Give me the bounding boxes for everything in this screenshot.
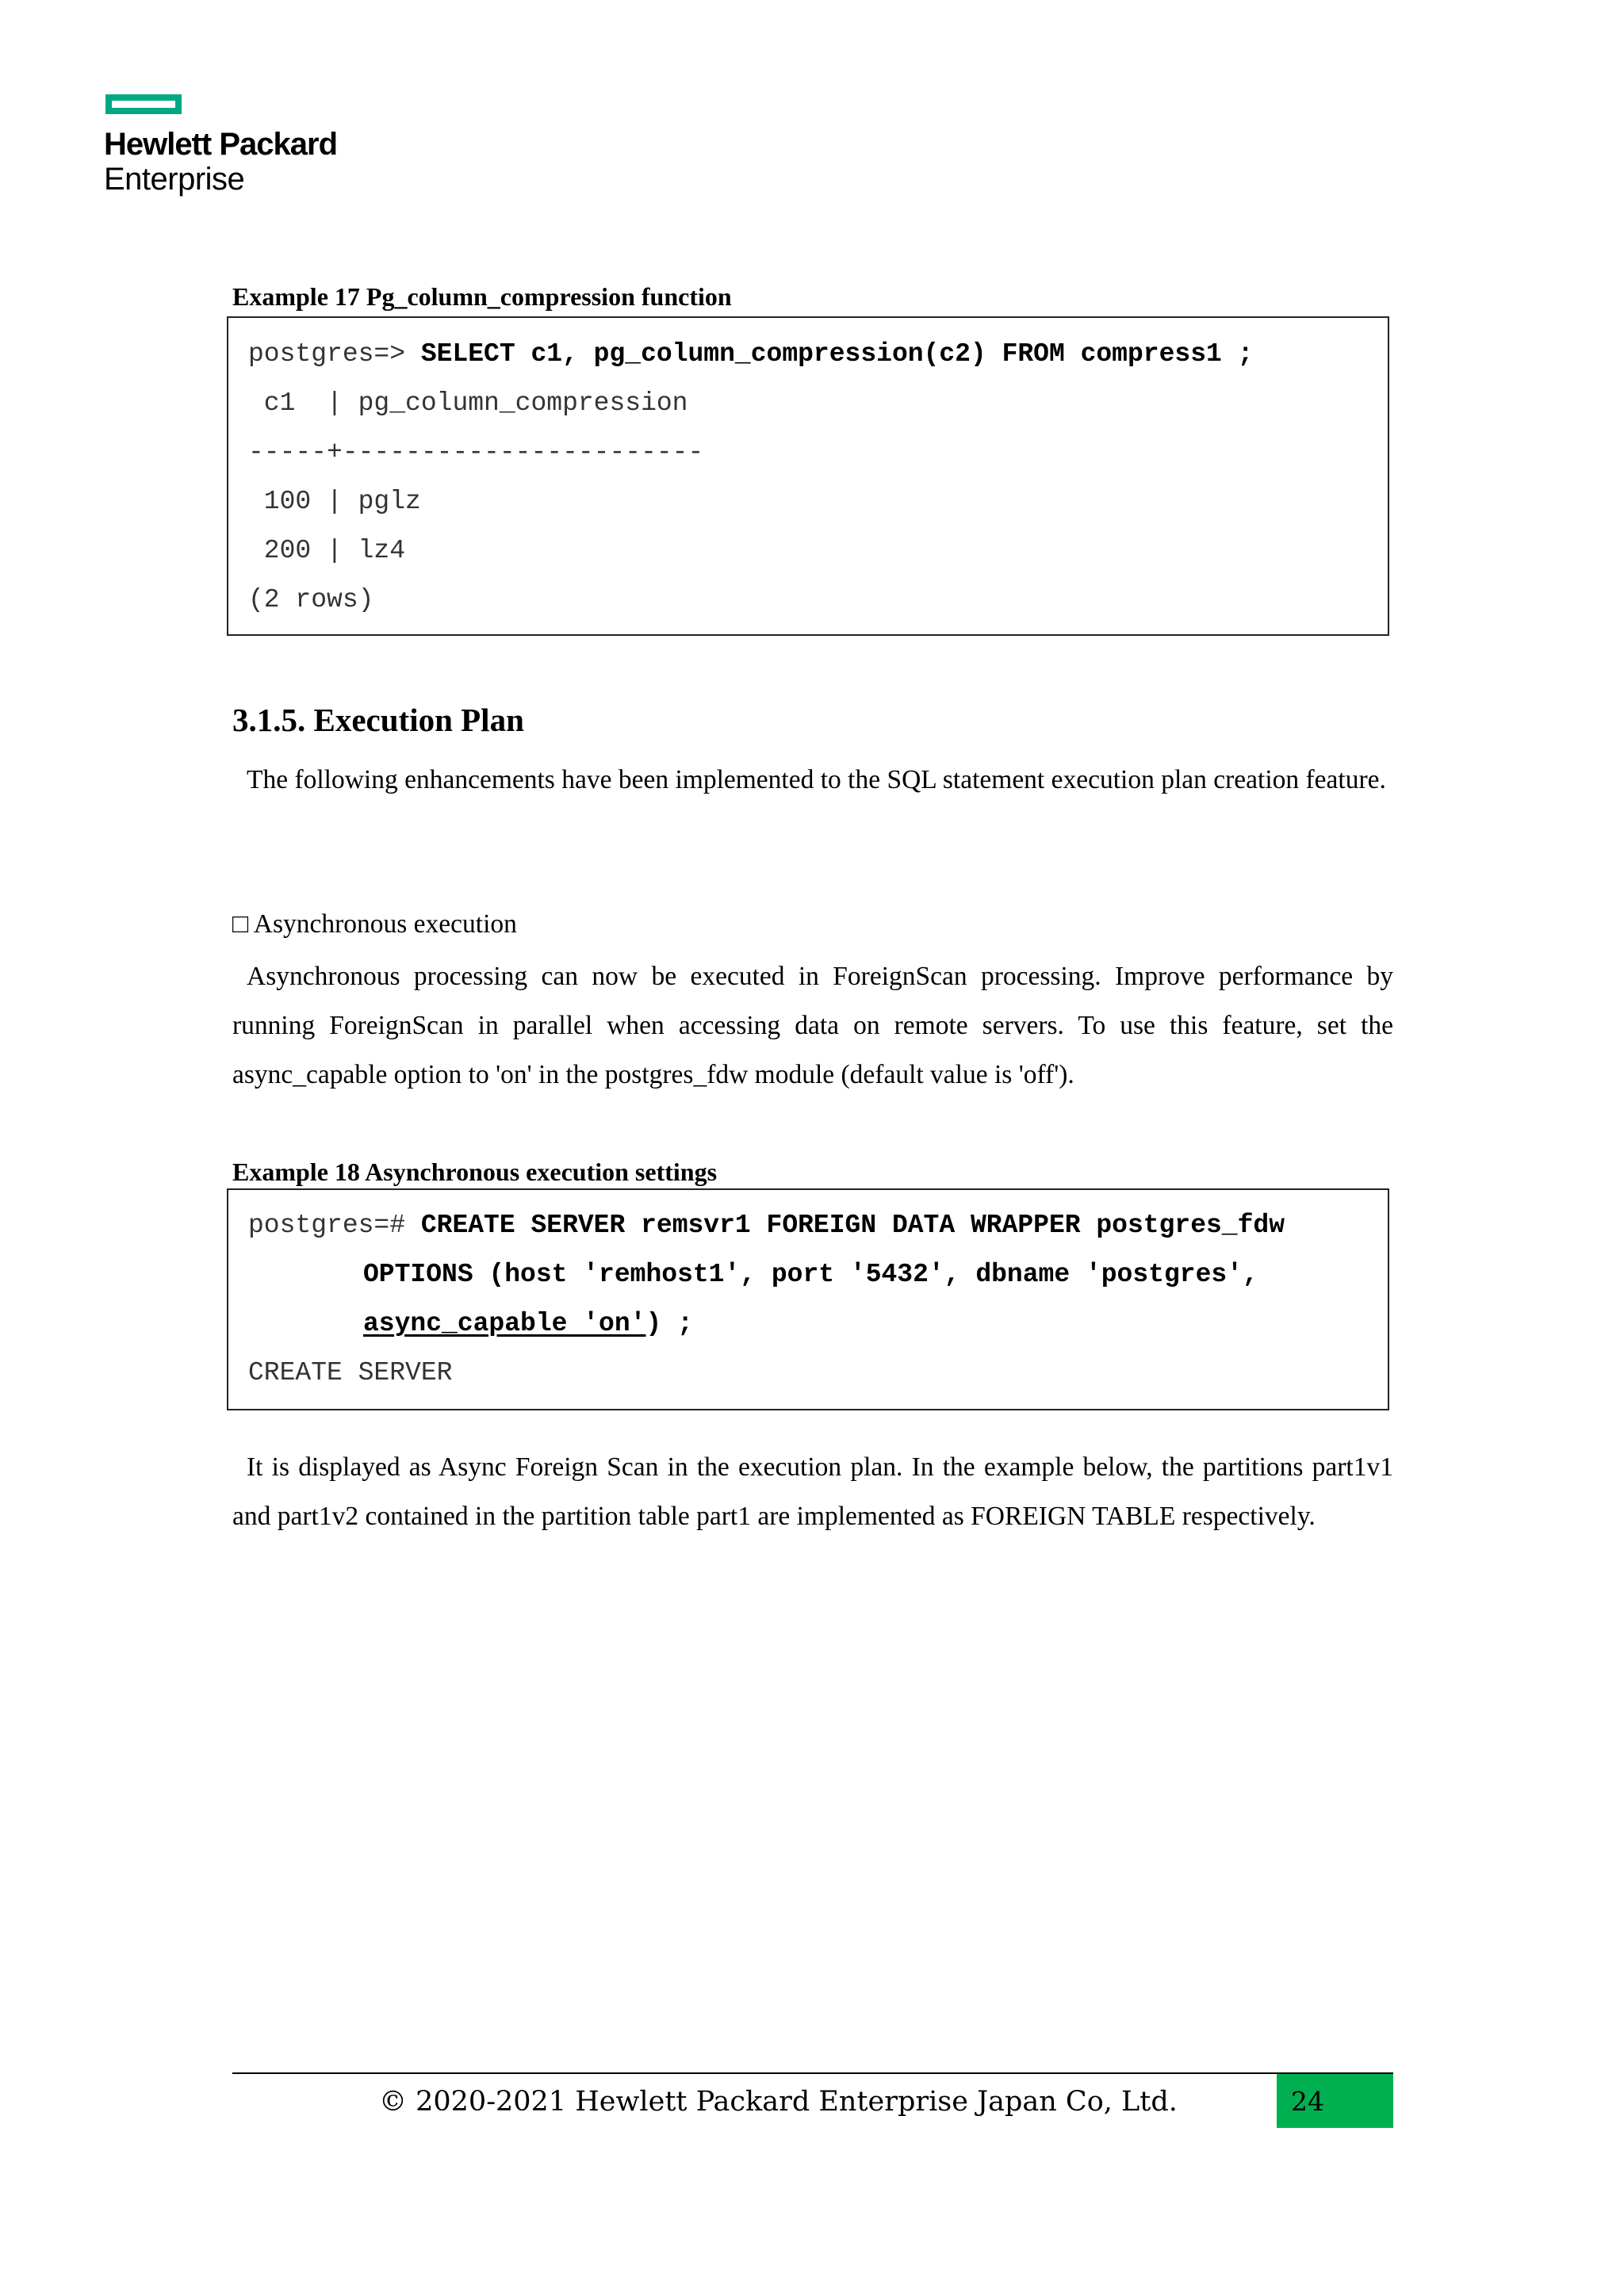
code-line-options <box>363 1261 1258 1288</box>
section-heading: 3.1.5. Execution Plan <box>232 702 524 738</box>
code-prompt: postgres=# <box>248 1211 421 1240</box>
code-command: SELECT c1, pg_column_compression(c2) FROM compress1 ; <box>420 339 1254 369</box>
hpe-logo-mark <box>105 94 182 114</box>
code-line-create-server <box>248 1212 1285 1238</box>
code-line-rowcount: (2 rows) <box>248 585 374 614</box>
closing-paragraph: It is displayed as Async Foreign Scan in the execution plan. In the example below, the partitions part1v1 and part1v2 contained in the partition table part1 are implemented as FOREIGN TABLE respectively. <box>232 1452 1393 1531</box>
code-command: OPTIONS (host 'remhost1', port '5432', dbname 'postgres', <box>363 1260 1258 1289</box>
code-prompt: postgres=> <box>248 339 421 369</box>
code-command: CREATE SERVER remsvr1 FOREIGN DATA WRAPPER postgres_fdw <box>420 1211 1285 1240</box>
logo-text-hewlett-packard: Hewlett Packard <box>104 127 338 162</box>
logo-text-enterprise: Enterprise <box>104 162 245 197</box>
code-line-row: 200 | lz4 <box>248 536 406 565</box>
code-line-async-capable <box>363 1311 693 1337</box>
section-intro-paragraph: The following enhancements have been implemented to the SQL statement execution plan creation feature. <box>247 765 1386 794</box>
page-number: 24 <box>1291 2086 1324 2117</box>
footer-rule <box>232 2072 1393 2074</box>
async-execution-bullet: □ Asynchronous execution <box>232 909 517 939</box>
code-line-command <box>248 341 1253 367</box>
code-line-result: CREATE SERVER <box>248 1358 453 1387</box>
async-execution-paragraph: Asynchronous processing can now be executed in ForeignScan processing. Improve performance by running ForeignScan in parallel when accessing data on remote servers. To use this feature, set the async_capable option to 'on' in the postgres_fdw module (default value is 'off'). <box>232 962 1393 1089</box>
code-line-separator: -----+----------------------- <box>248 438 704 467</box>
example-18-caption: Example 18 Asynchronous execution settings <box>232 1158 718 1186</box>
code-line-row: 100 | pglz <box>248 487 421 516</box>
example-18-code-block <box>227 1188 1389 1410</box>
code-command-close: ) ; <box>645 1309 693 1338</box>
page-number-box <box>1277 2074 1393 2128</box>
code-line-header: c1 | pg_column_compression <box>248 388 688 418</box>
code-async-capable-highlight: async_capable 'on' <box>363 1309 646 1338</box>
example-17-code-block <box>227 316 1389 636</box>
example-17-caption: Example 17 Pg_column_compression function <box>232 282 732 311</box>
footer-copyright: © 2020-2021 Hewlett Packard Enterprise Japan Co, Ltd. <box>379 2086 1178 2118</box>
